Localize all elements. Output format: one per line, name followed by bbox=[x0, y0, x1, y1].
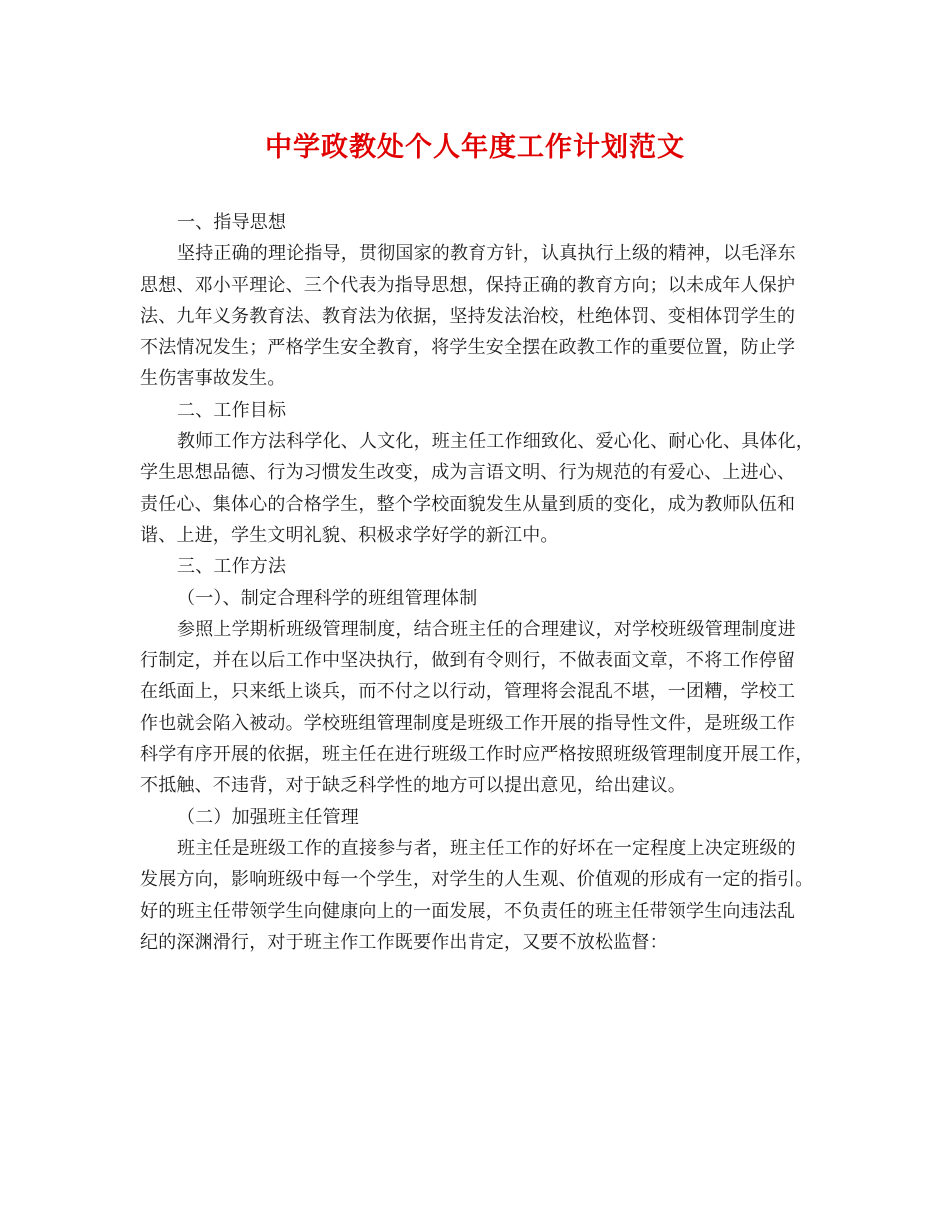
text-line: 二、工作目标 bbox=[177, 399, 287, 421]
text-line: 一、指导思想 bbox=[177, 212, 287, 233]
text-line: 法、九年义务教育法、教育法为依据，坚持发法治校，杜绝体罚、变相体罚学生的 bbox=[140, 305, 796, 327]
text-line: 责任心、集体心的合格学生，整个学校面貌发生从量到质的变化，成为教师队伍和 bbox=[140, 493, 796, 515]
text-line: 纪的深渊滑行，对于班主作工作既要作出肯定，又要不放松监督： bbox=[140, 931, 668, 953]
text-line: 思想、邓小平理论、三个代表为指导思想，保持正确的教育方向；以未成年人保护 bbox=[140, 274, 796, 296]
text-line: 三、工作方法 bbox=[177, 556, 287, 578]
text-line: 坚持正确的理论指导，贯彻国家的教育方针，认真执行上级的精神，以毛泽东 bbox=[177, 243, 796, 265]
text-line: 行制定，并在以后工作中坚决执行，做到有令则行，不做表面文章，不将工作停留 bbox=[140, 650, 796, 672]
document-body bbox=[140, 207, 820, 958]
text-line: 科学有序开展的依据，班主任在进行班级工作时应严格按照班级管理制度开展工作， bbox=[140, 744, 814, 766]
text-line: 不抵触、不违背，对于缺乏科学性的地方可以提出意见，给出建议。 bbox=[140, 775, 686, 797]
text-line: （一）、制定合理科学的班组管理体制 bbox=[177, 587, 478, 609]
text-line: 不法情况发生；严格学生安全教育，将学生安全摆在政教工作的重要位置，防止学 bbox=[140, 337, 796, 359]
document-title: 中学政教处个人年度工作计划范文 bbox=[265, 132, 685, 163]
text-line: 作也就会陷入被动。学校班组管理制度是班级工作开展的指导性文件，是班级工作 bbox=[140, 712, 796, 734]
text-line: 在纸面上，只来纸上谈兵，而不付之以行动，管理将会混乱不堪，一团糟，学校工 bbox=[140, 681, 796, 703]
text-line: 发展方向，影响班级中每一个学生，对学生的人生观、价值观的形成有一定的指引。 bbox=[140, 869, 814, 891]
text-line: 学生思想品德、行为习惯发生改变，成为言语文明、行为规范的有爱心、上进心、 bbox=[140, 462, 796, 484]
text-line: 参照上学期析班级管理制度，结合班主任的合理建议，对学校班级管理制度进 bbox=[177, 618, 796, 640]
text-line: 教师工作方法科学化、人文化，班主任工作细致化、爱心化、耐心化、具体化， bbox=[177, 431, 814, 453]
text-line: （二）加强班主任管理 bbox=[177, 806, 359, 828]
text-line: 谐、上进，学生文明礼貌、积极求学好学的新江中。 bbox=[140, 524, 559, 546]
text-line: 生伤害事故发生。 bbox=[140, 368, 286, 390]
text-line: 好的班主任带领学生向健康向上的一面发展，不负责任的班主任带领学生向违法乱 bbox=[140, 900, 796, 922]
text-line: 班主任是班级工作的直接参与者，班主任工作的好坏在一定程度上决定班级的 bbox=[177, 837, 796, 859]
